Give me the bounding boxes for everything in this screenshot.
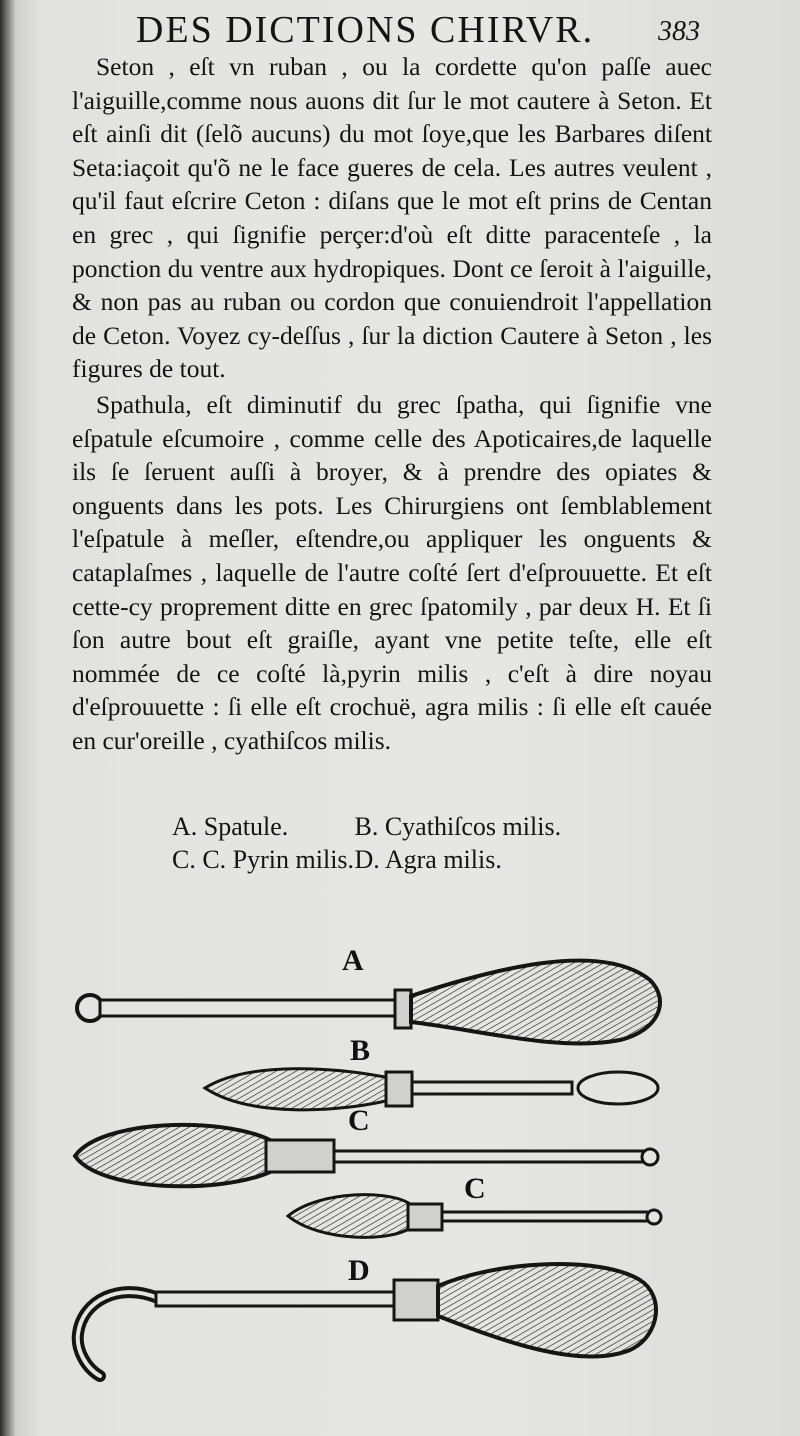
instrument-b-cyathiscos xyxy=(205,1034,658,1110)
figure-label-b: B xyxy=(350,1034,371,1067)
instrument-c-pyrin-large xyxy=(75,1104,658,1186)
running-title: DES DICTIONS CHIRVR. xyxy=(135,9,595,51)
caption-d: D. Agra milis. xyxy=(354,845,502,874)
paragraph-spathula: Spathula, eſt diminutif du grec ſpatha, qui ſignifie vne eſpatule eſcumoire , comme celle des Apoticaires,de laquelle ils ſe ſeruent auſſi à broyer, & à prendre des opiates & onguents dans les pots. Les Chirurgiens ont ſemblablement l'eſpatule à meſler, eſtendre,ou appliquer les onguents & cataplaſmes , laquelle de l'autre coſté ſert d'eſprouuette. Et eſt cette-cy proprement ditte en grec ſpatomily , par deux H. Et ſi ſon autre bout eſt graiſle, ayant vne petite teſte, elle eſt nommée de ce coſté là,pyrin milis , c'eſt à dire noyau d'eſprouuette : ſi elle eſt crochuë, agra milis : ſi elle eſt cauée en cur'oreille , cyathiſcos milis. xyxy=(72,389,712,755)
caption-row xyxy=(172,843,652,876)
caption-row xyxy=(172,810,652,843)
spatula-woodcut-figure xyxy=(60,930,680,1390)
body-text xyxy=(72,50,712,757)
instrument-a-spatula xyxy=(77,944,660,1044)
instrument-c-pyrin-small xyxy=(288,1172,661,1237)
figure-captions xyxy=(172,810,652,876)
figure-label-d: D xyxy=(348,1254,370,1287)
figure-label-c: C xyxy=(348,1104,370,1137)
figure-label-a: A xyxy=(342,944,364,977)
caption-a: A. Spatule. xyxy=(172,812,289,841)
page-number: 383 xyxy=(658,16,700,47)
paragraph-seton: Seton , eſt vn ruban , ou la cordette qu'on paſſe auec l'aiguille,comme nous auons dit ſur le mot cautere à Seton. Et eſt ainſi dit (ſelõ aucuns) du mot ſoye,que les Barbares diſent Seta:iaçoit qu'õ ne le face gueres de cela. Les autres veulent , qu'il faut eſcrire Ceton : diſans que le mot eſt prins de Centan en grec , qui ſignifie perçer:d'où eſt ditte paracenteſe , la ponction du ventre aux hydropiques. Dont ce ſeroit à l'aiguille, & non pas au ruban ou cordon que conuiendroit l'appellation de Ceton. Voyez cy-deſſus , ſur la diction Cautere à Seton , les figures de tout. xyxy=(72,52,712,384)
figure-label-c2: C xyxy=(464,1172,486,1205)
caption-b: B. Cyathiſcos milis. xyxy=(354,812,562,841)
caption-c: C. C. Pyrin milis. xyxy=(172,845,355,874)
instrument-d-agra xyxy=(78,1254,656,1376)
woodcut-illustration xyxy=(60,930,680,1390)
